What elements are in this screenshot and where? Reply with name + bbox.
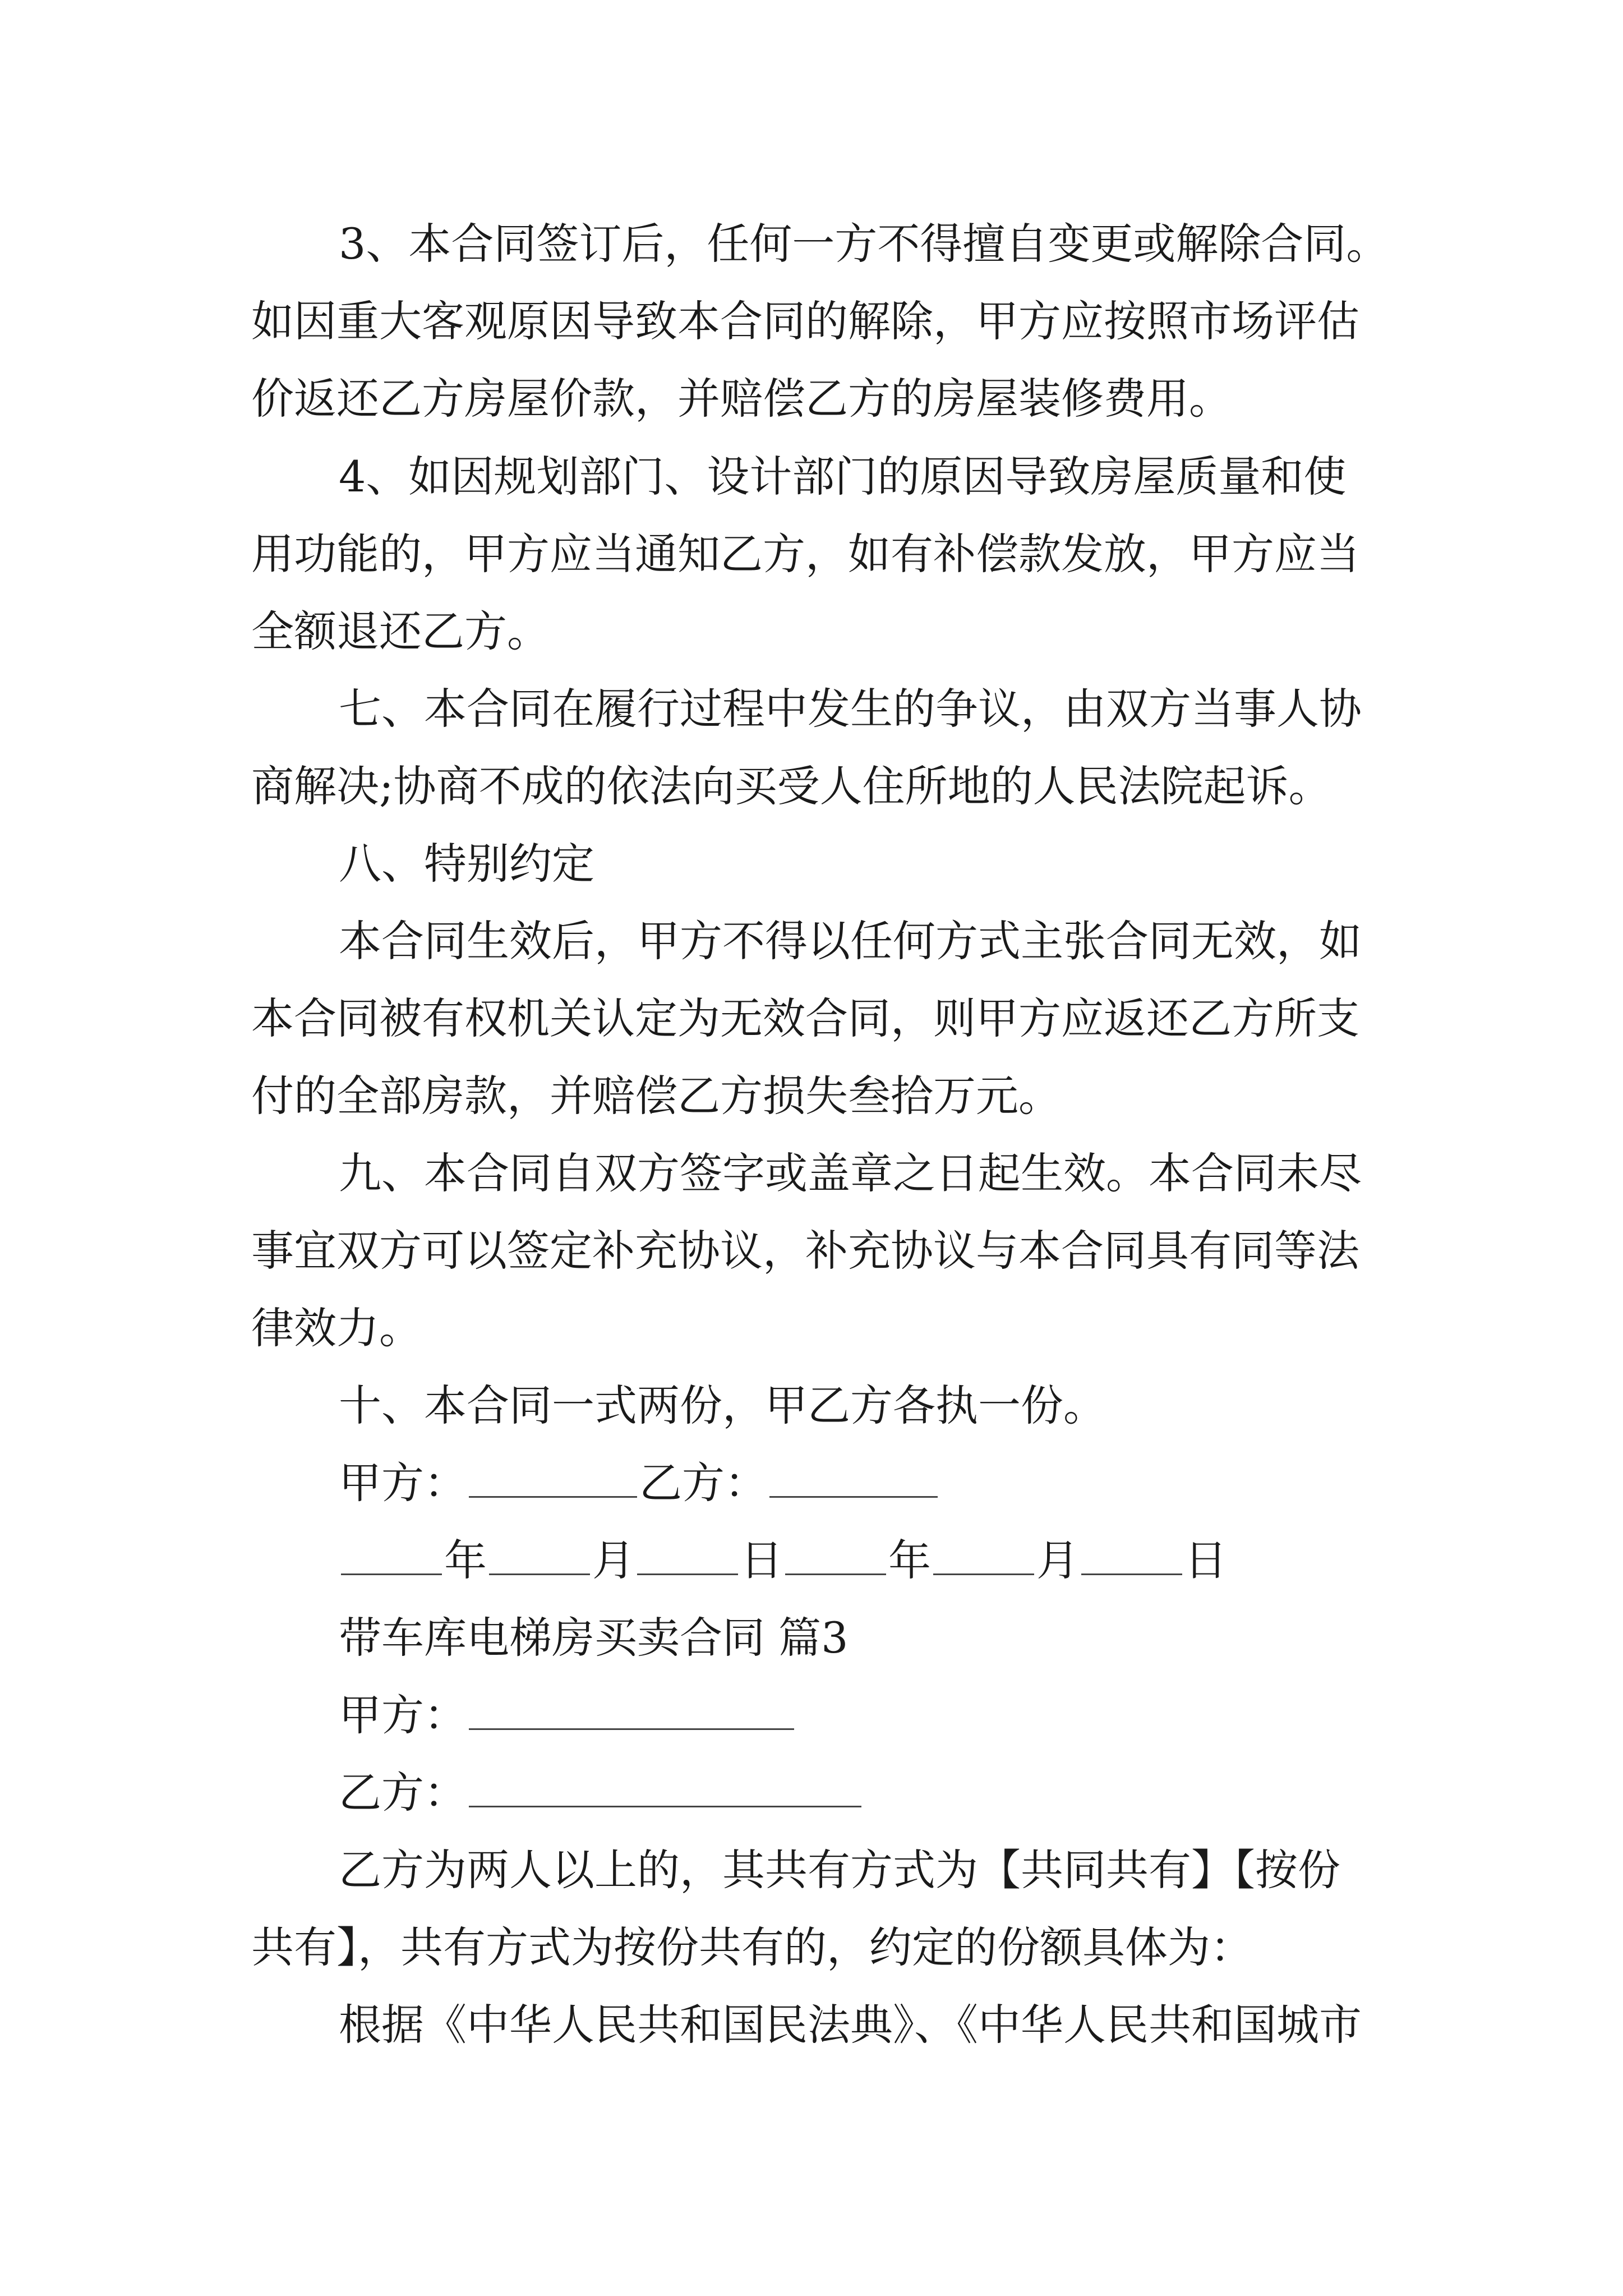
- party-a-label: 甲方：: [339, 1690, 467, 1740]
- paragraph-line: 付的全部房款，并赔偿乙方损失叁拾万元。: [251, 1071, 1061, 1121]
- paragraph-line: 七、本合同在履行过程中发生的争议，由双方当事人协: [339, 684, 1362, 734]
- paragraph-line: 共有】，共有方式为按份共有的，约定的份额具体为：: [251, 1922, 1253, 1972]
- paragraph-line: 九、本合同自双方签字或盖章之日起生效。本合同未尽: [339, 1148, 1362, 1198]
- paragraph-line: 本合同被有权机关认定为无效合同，则甲方应返还乙方所支: [251, 993, 1359, 1043]
- paragraph-line: 十、本合同一式两份，甲乙方各执一份。: [339, 1381, 1106, 1430]
- paragraph-line: 事宜双方可以签定补充协议，补充协议与本合同具有同等法: [251, 1226, 1359, 1276]
- year-label: 年: [888, 1535, 931, 1585]
- section-title: 带车库电梯房买卖合同 篇3: [339, 1613, 849, 1663]
- signature-row: [339, 1444, 940, 1522]
- paragraph-line: 3、本合同签订后，任何一方不得擅自变更或解除合同。: [339, 219, 1389, 269]
- date-row: [339, 1521, 1227, 1600]
- party-a-signature-blank[interactable]: [469, 1453, 637, 1498]
- paragraph-line: 4、如因规划部门、设计部门的原因导致房屋质量和使: [339, 452, 1347, 501]
- paragraph-line: 价返还乙方房屋价款，并赔偿乙方的房屋装修费用。: [251, 374, 1232, 424]
- day-blank[interactable]: [1081, 1531, 1182, 1575]
- day-blank[interactable]: [637, 1531, 738, 1575]
- paragraph-line: 乙方为两人以上的，其共有方式为【共同共有】【按份: [339, 1845, 1340, 1895]
- day-label: 日: [740, 1535, 783, 1585]
- party-b-label: 乙方：: [339, 1768, 467, 1818]
- paragraph-line: 全额退还乙方。: [251, 606, 550, 656]
- party-b-blank[interactable]: [469, 1763, 861, 1807]
- paragraph-line: 律效力。: [251, 1303, 422, 1353]
- section-heading: 八、特别约定: [339, 839, 594, 889]
- month-label: 月: [1036, 1535, 1079, 1585]
- day-label: 日: [1184, 1535, 1227, 1585]
- month-blank[interactable]: [489, 1531, 590, 1575]
- paragraph-line: 用功能的，甲方应当通知乙方，如有补偿款发放，甲方应当: [251, 529, 1359, 579]
- party-b-label: 乙方：: [639, 1458, 767, 1508]
- year-label: 年: [444, 1535, 487, 1585]
- month-blank[interactable]: [933, 1531, 1034, 1575]
- party-a-label: 甲方：: [339, 1458, 467, 1508]
- party-b-row: [339, 1754, 864, 1832]
- party-a-blank[interactable]: [469, 1686, 794, 1730]
- paragraph-line: 商解决;协商不成的依法向买受人住所地的人民法院起诉。: [251, 761, 1331, 811]
- year-blank[interactable]: [785, 1531, 886, 1575]
- paragraph-line: 如因重大客观原因导致本合同的解除，甲方应按照市场评估: [251, 296, 1359, 346]
- year-blank[interactable]: [341, 1531, 442, 1575]
- paragraph-line: 根据《中华人民共和国民法典》、《中华人民共和国城市: [339, 2000, 1362, 2050]
- party-a-row: [339, 1676, 796, 1755]
- month-label: 月: [592, 1535, 635, 1585]
- paragraph-line: 本合同生效后，甲方不得以任何方式主张合同无效，如: [339, 916, 1362, 966]
- party-b-signature-blank[interactable]: [769, 1453, 938, 1498]
